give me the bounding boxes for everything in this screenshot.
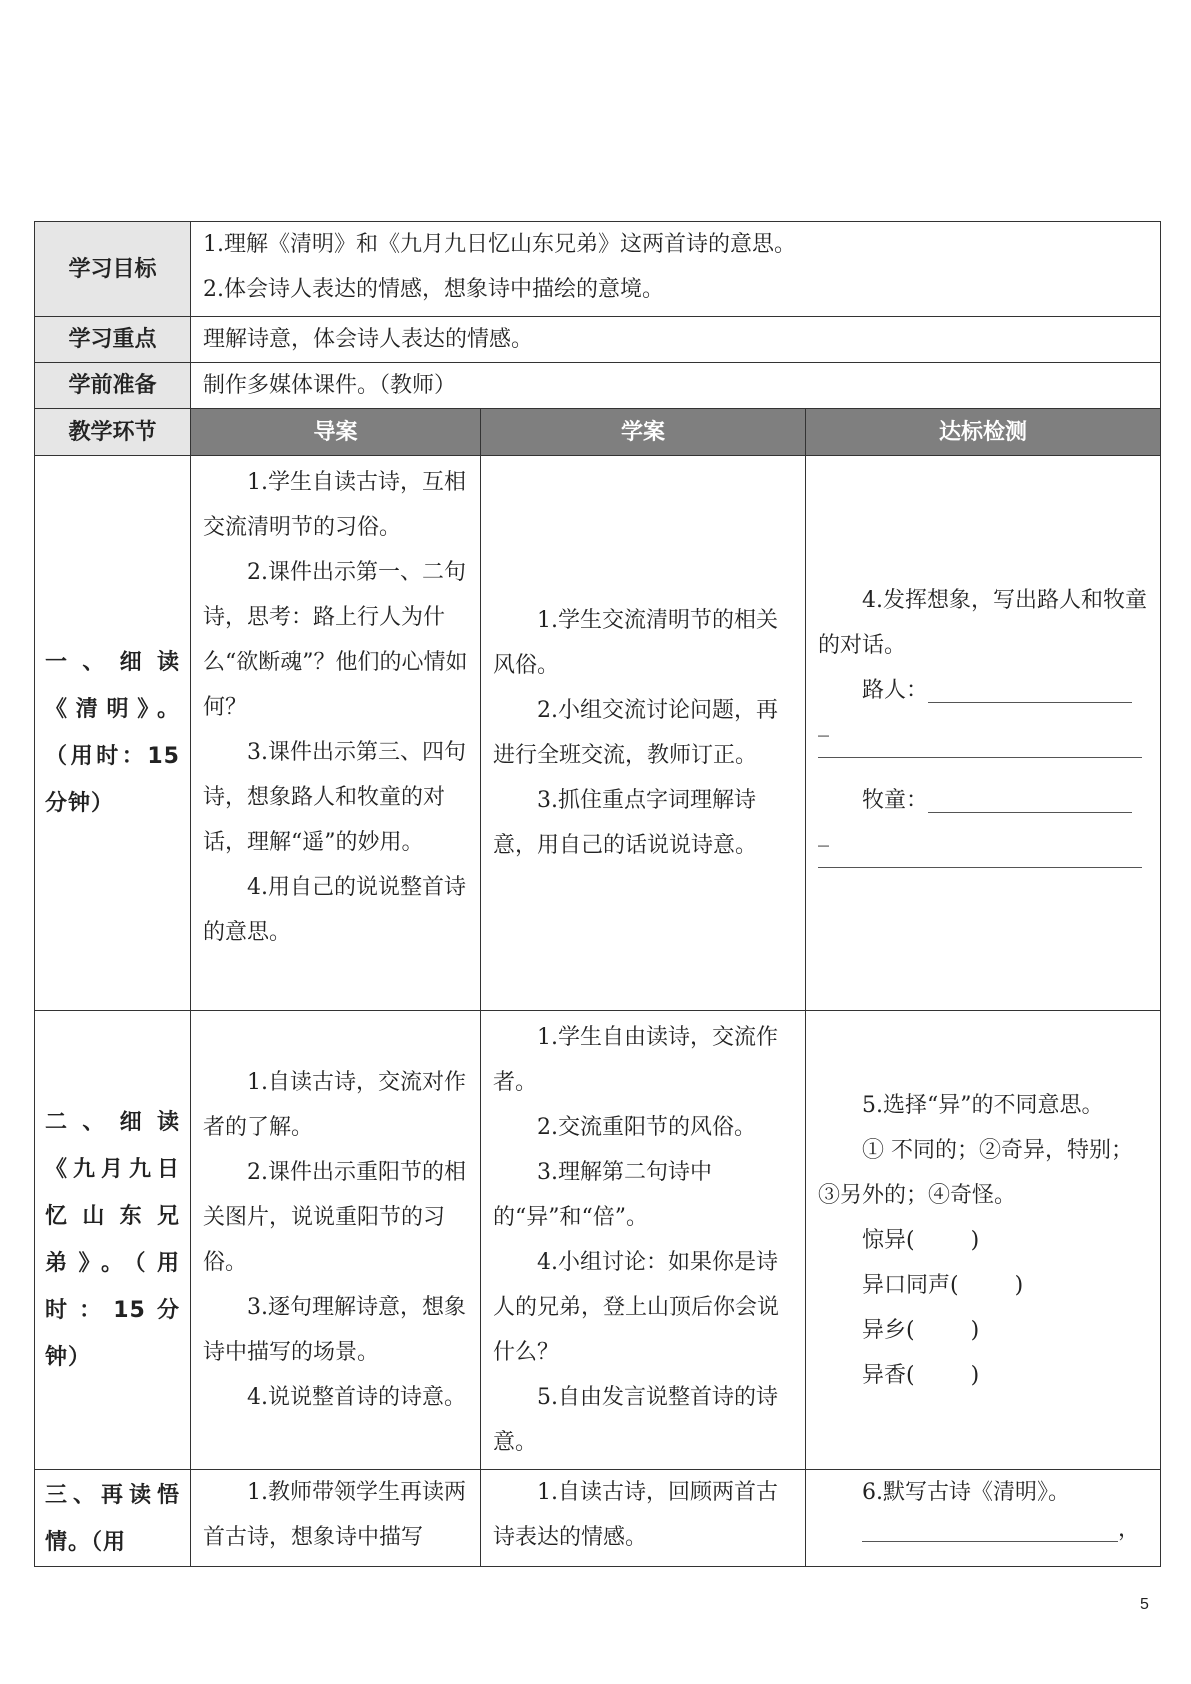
recite-blank[interactable]: [862, 1515, 1118, 1542]
choice-item: [818, 1218, 1148, 1263]
section2-study: [481, 1011, 806, 1470]
section1-test: [806, 456, 1161, 1011]
section2-study-item: 3.理解第二句诗中的“异”和“倍”。: [493, 1160, 712, 1230]
objectives-row: [35, 222, 1161, 317]
passerby-label: 路人：: [862, 678, 929, 703]
section3-guide: [191, 1470, 481, 1567]
section1-test-prompt: 4.发挥想象，写出路人和牧童的对话。: [818, 588, 1147, 658]
header-row: [35, 409, 1161, 456]
section3-guide-item: 1.教师带领学生再读两首古诗，想象诗中描写: [203, 1480, 466, 1550]
passerby-blank[interactable]: [928, 676, 1132, 703]
section1-guide-item: 4.用自己的说说整首诗的意思。: [203, 875, 466, 945]
section3-row: [35, 1470, 1161, 1567]
section3-test: [806, 1470, 1161, 1567]
section3-recite-line: [818, 1507, 1148, 1552]
choice-item-label: 异口同声(: [862, 1272, 959, 1298]
section3-study-item: 1.自读古诗，回顾两首古诗表达的情感。: [493, 1480, 778, 1550]
section1-guide: [191, 456, 481, 1011]
section1-guide-item: 1.学生自读古诗，互相交流清明节的习俗。: [203, 470, 466, 540]
choice-item-label: 异香(: [862, 1362, 915, 1388]
key-points-text: 理解诗意，体会诗人表达的情感。: [191, 317, 1161, 363]
teaching-stage-label: 教学环节: [35, 409, 191, 456]
section2-guide-item: 2.课件出示重阳节的相关图片，说说重阳节的习俗。: [203, 1160, 466, 1275]
choice-item: [818, 1353, 1148, 1398]
preparation-label: 学前准备: [35, 363, 191, 409]
section1-label: 一、细读《清明》。（用时：15分钟）: [35, 456, 191, 1011]
key-points-label: 学习重点: [35, 317, 191, 363]
section2-guide-item: 1.自读古诗，交流对作者的了解。: [203, 1070, 466, 1140]
column-header-study: 学案: [481, 409, 806, 456]
section1-study-item: 2.小组交流讨论问题，再进行全班交流，教师订正。: [493, 698, 778, 768]
blank-dash: _: [818, 822, 829, 847]
section3-study: [481, 1470, 806, 1567]
section1-guide-item: 2.课件出示第一、二句诗，思考：路上行人为什么“欲断魂”？他们的心情如何？: [203, 560, 468, 720]
column-header-test: 达标检测: [806, 409, 1161, 456]
choice-close-paren: ): [1014, 1272, 1024, 1298]
section2-options: ① 不同的；②奇异，特别；③另外的；④奇怪。: [818, 1137, 1133, 1208]
section1-study-item: 3.抓住重点字词理解诗意，用自己的话说说诗意。: [493, 788, 758, 858]
section3-test-prompt: 6.默写古诗《清明》。: [862, 1480, 1070, 1505]
choice-close-paren: ): [970, 1362, 980, 1388]
section2-study-item: 1.学生自由读诗，交流作者。: [493, 1025, 778, 1095]
blank-dash: _: [818, 712, 829, 737]
page-number: 5: [1140, 1596, 1149, 1613]
choice-close-paren: ): [970, 1317, 980, 1343]
section2-study-item: 4.小组讨论：如果你是诗人的兄弟，登上山顶后你会说什么？: [493, 1250, 780, 1365]
section1-study: [481, 456, 806, 1011]
section2-label: 二、细读《九月九日忆山东兄弟》。（用时：15分钟）: [35, 1011, 191, 1470]
section1-study-item: 1.学生交流清明节的相关风俗。: [493, 608, 778, 678]
objective-line-1: 1.理解《清明》和《九月九日忆山东兄弟》这两首诗的意思。: [203, 232, 796, 257]
section2-study-item: 2.交流重阳节的风俗。: [537, 1115, 756, 1140]
passerby-answer: [818, 668, 1148, 713]
section2-study-item: 5.自由发言说整首诗的诗意。: [493, 1385, 778, 1455]
section2-guide-item: 3.逐句理解诗意，想象诗中描写的场景。: [203, 1295, 466, 1365]
section3-label: 三、再读悟情。（用: [35, 1470, 191, 1567]
cowherd-answer: [818, 778, 1148, 823]
cowherd-label: 牧童：: [862, 788, 929, 813]
section2-guide-item: 4.说说整首诗的诗意。: [247, 1385, 466, 1410]
objectives-content: [191, 222, 1161, 317]
choice-item-label: 异乡(: [862, 1317, 915, 1343]
lesson-plan-table: [34, 221, 1161, 1567]
section2-row: [35, 1011, 1161, 1470]
preparation-row: [35, 363, 1161, 409]
key-points-row: [35, 317, 1161, 363]
preparation-text: 制作多媒体课件。（教师）: [191, 363, 1161, 409]
choice-close-paren: ): [970, 1227, 980, 1253]
section2-test: [806, 1011, 1161, 1470]
cowherd-blank[interactable]: [928, 786, 1132, 813]
section1-guide-item: 3.课件出示第三、四句诗，想象路人和牧童的对话，理解“遥”的妙用。: [203, 740, 466, 855]
choice-item: [818, 1308, 1148, 1353]
objectives-label: 学习目标: [35, 222, 191, 317]
recite-comma: ，: [1118, 1517, 1141, 1542]
section2-guide: [191, 1011, 481, 1470]
choice-item-label: 惊异(: [862, 1227, 915, 1253]
section1-row: [35, 456, 1161, 1011]
cowherd-blank-line[interactable]: [818, 847, 1142, 868]
passerby-blank-line[interactable]: [818, 737, 1142, 758]
objective-line-2: 2.体会诗人表达的情感，想象诗中描绘的意境。: [203, 277, 664, 302]
section2-test-prompt: 5.选择“异”的不同意思。: [862, 1092, 1104, 1118]
column-header-guide: 导案: [191, 409, 481, 456]
choice-item: [818, 1263, 1148, 1308]
